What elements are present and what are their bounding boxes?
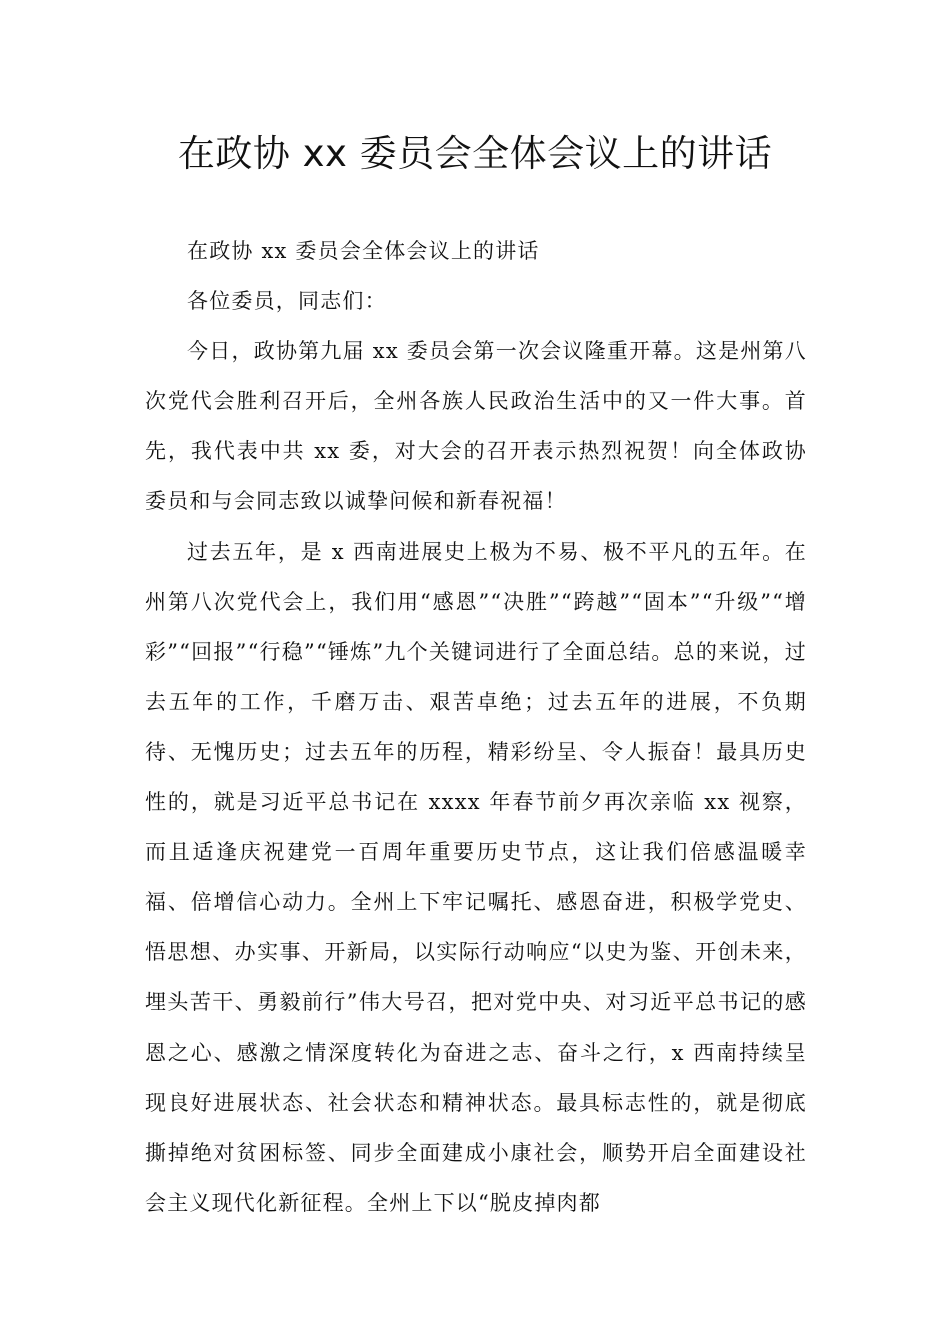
paragraph-opening: 今日，政协第九届 xx 委员会第一次会议隆重开幕。这是州第八次党代会胜利召开后，全州各族人民政治生活中的又一件大事。首先，我代表中共 xx 委，对大会的召开表示热烈祝贺！向全体政协委员和与会同志致以诚挚问候和新春祝福！	[145, 339, 807, 514]
document-title: 在政协 xx 委员会全体会议上的讲话	[177, 132, 773, 175]
paragraph-salutation: 各位委员，同志们：	[187, 289, 387, 314]
document-body	[145, 226, 807, 1228]
paragraph-review: 过去五年，是 x 西南进展史上极为不易、极不平凡的五年。在州第八次党代会上，我们用“感恩”“决胜”“跨越”“固本”“升级”“增彩”“回报”“行稳”“锤炼”九个关键词进行了全面总结。总的来说，过去五年的工作，千磨万击、艰苦卓绝；过去五年的进展，不负期待、无愧历史；过去五年的历程，精彩纷呈、令人振奋！最具历史性的，就是习近平总书记在 xxxx 年春节前夕再次亲临 xx 视察，而且适逢庆祝建党一百周年重要历史节点，这让我们倍感温暖幸福、倍增信心动力。全州上下牢记嘱托、感恩奋进，积极学党史、悟思想、办实事、开新局，以实际行动响应“以史为鉴、开创未来，埋头苦干、勇毅前行”伟大号召，把对党中央、对习近平总书记的感恩之心、感激之情深度转化为奋进之志、奋斗之行，x 西南持续呈现良好进展状态、社会状态和精神状态。最具标志性的，就是彻底撕掉绝对贫困标签、同步全面建成小康社会，顺势开启全面建设社会主义现代化新征程。全州上下以“脱皮掉肉都	[145, 539, 807, 1215]
paragraph-heading-repeat: 在政协 xx 委员会全体会议上的讲话	[187, 239, 540, 263]
